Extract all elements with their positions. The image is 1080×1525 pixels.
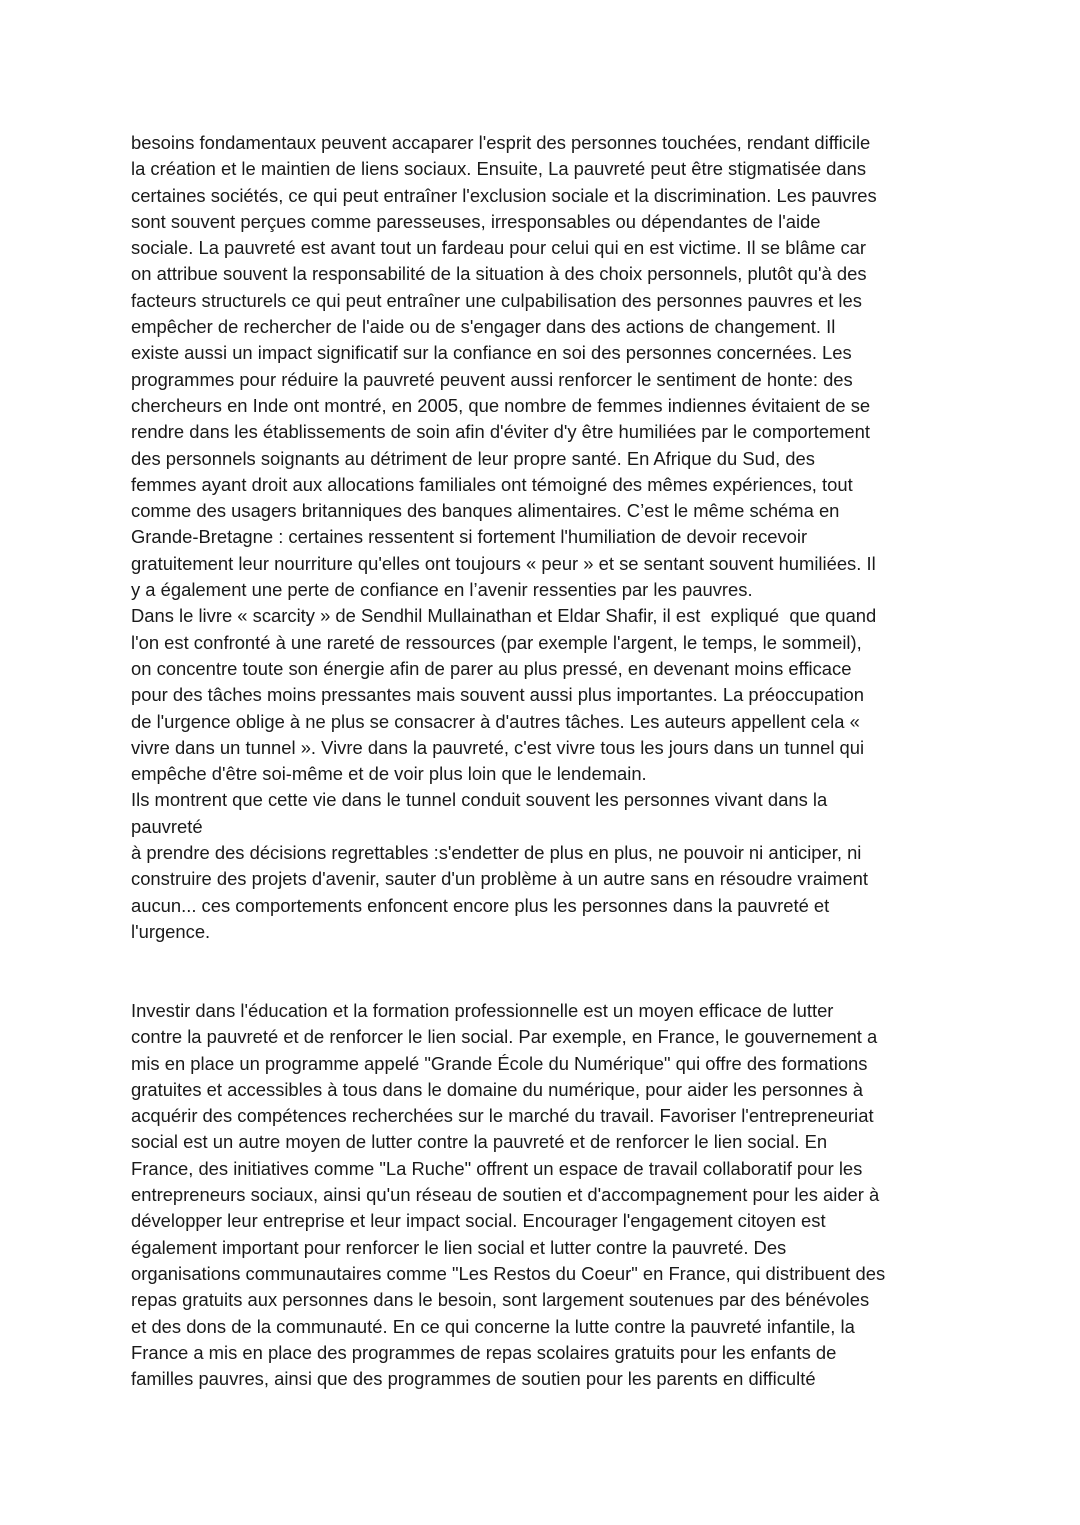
text-line: social est un autre moyen de lutter contre la pauvreté et de renforcer le lien social. En (131, 1131, 828, 1153)
text-line: entrepreneurs sociaux, ainsi qu'un réseau de soutien et d'accompagnement pour les aider à (131, 1184, 880, 1206)
text-line: pour des tâches moins pressantes mais souvent aussi plus importantes. La préoccupation (131, 684, 864, 706)
text-line: l'urgence. (131, 920, 211, 942)
text-line: femmes ayant droit aux allocations familiales ont témoigné des mêmes expériences, tout (131, 473, 853, 495)
text-line: existe aussi un impact significatif sur la confiance en soi des personnes concernées. Les (131, 342, 852, 364)
text-line: empêche d'être soi-même et de voir plus loin que le lendemain. (131, 763, 647, 785)
text-line: France, des initiatives comme "La Ruche" offrent un espace de travail collaboratif pour les (131, 1157, 863, 1179)
text-line: à prendre des décisions regrettables :s'endetter de plus en plus, ne pouvoir ni anticiper, ni (131, 842, 862, 864)
text-line: facteurs structurels ce qui peut entraîner une culpabilisation des personnes pauvres et les (131, 289, 862, 311)
text-line: empêcher de rechercher de l'aide ou de s'engager dans des actions de changement. Il (131, 316, 836, 338)
text-line: gratuitement leur nourriture qu'elles ont toujours « peur » et se sentant souvent humiliées. Il (131, 552, 876, 574)
text-line: programmes pour réduire la pauvreté peuvent aussi renforcer le sentiment de honte: des (131, 368, 853, 390)
text-line: on attribue souvent la responsabilité de la situation à des choix personnels, plutôt qu'à des (131, 263, 867, 285)
text-line: Ils montrent que cette vie dans le tunnel conduit souvent les personnes vivant dans la (131, 789, 828, 811)
text-line: la création et le maintien de liens sociaux. Ensuite, La pauvreté peut être stigmatisée dans (131, 158, 867, 180)
text-line: vivre dans un tunnel ». Vivre dans la pauvreté, c'est vivre tous les jours dans un tunnel qui (131, 736, 865, 758)
text-line: mis en place un programme appelé "Grande École du Numérique" qui offre des formations (131, 1052, 868, 1074)
text-line: sont souvent perçues comme paresseuses, irresponsables ou dépendantes de l'aide (131, 210, 821, 232)
text-line: sociale. La pauvreté est avant tout un fardeau pour celui qui en est victime. Il se blâme car (131, 237, 867, 259)
text-line: développer leur entreprise et leur impact social. Encourager l'engagement citoyen est (131, 1210, 826, 1232)
text-line: Investir dans l'éducation et la formation professionnelle est un moyen efficace de lutter (131, 1000, 834, 1021)
text-line: construire des projets d'avenir, sauter d'un problème à un autre sans en résoudre vraiment (131, 868, 868, 890)
text-line: aucun... ces comportements enfoncent encore plus les personnes dans la pauvreté et (131, 894, 830, 916)
text-line: contre la pauvreté et de renforcer le lien social. Par exemple, en France, le gouvernement a (131, 1026, 878, 1048)
text-line: chercheurs en Inde ont montré, en 2005, que nombre de femmes indiennes évitaient de se (131, 394, 871, 416)
text-line: comme des usagers britanniques des banques alimentaires. C’est le même schéma en (131, 500, 840, 522)
text-line: acquérir des compétences recherchées sur le marché du travail. Favoriser l'entrepreneuriat (131, 1105, 874, 1127)
text-line: des personnels soignants au détriment de leur propre santé. En Afrique du Sud, des (131, 447, 815, 469)
text-line: repas gratuits aux personnes dans le besoin, sont largement soutenues par des bénévoles (131, 1289, 870, 1311)
text-line: certaines sociétés, ce qui peut entraîner l'exclusion sociale et la discrimination. Les pauvres (131, 184, 877, 206)
text-line: gratuites et accessibles à tous dans le domaine du numérique, pour aider les personnes à (131, 1078, 863, 1100)
text-line: l'on est confronté à une rareté de ressources (par exemple l'argent, le temps, le sommeil), (131, 631, 862, 653)
text-section-2 (131, 998, 961, 1392)
text-line: familles pauvres, ainsi que des programmes de soutien pour les parents en difficulté (131, 1368, 816, 1390)
text-section-1 (131, 130, 961, 945)
text-line: France a mis en place des programmes de repas scolaires gratuits pour les enfants de (131, 1341, 837, 1363)
text-line: Grande-Bretagne : certaines ressentent si fortement l'humiliation de devoir recevoir (131, 526, 808, 548)
text-line: également important pour renforcer le lien social et lutter contre la pauvreté. Des (131, 1236, 787, 1258)
text-line: besoins fondamentaux peuvent accaparer l'esprit des personnes touchées, rendant difficile (131, 132, 871, 153)
text-line: organisations communautaires comme "Les Restos du Coeur" en France, qui distribuent des (131, 1262, 886, 1284)
text-line: on concentre toute son énergie afin de parer au plus pressé, en devenant moins efficace (131, 657, 852, 679)
text-line: et des dons de la communauté. En ce qui concerne la lutte contre la pauvreté infantile, la (131, 1315, 855, 1337)
text-line: de l'urgence oblige à ne plus se consacrer à d'autres tâches. Les auteurs appellent cela « (131, 710, 860, 732)
text-line: Dans le livre « scarcity » de Sendhil Mullainathan et Eldar Shafir, il est expliqué que quand (131, 605, 877, 627)
text-line: pauvreté (131, 815, 203, 837)
text-line: y a également une perte de confiance en l’avenir ressenties par les pauvres. (131, 579, 753, 601)
text-line: rendre dans les établissements de soin afin d'éviter d'y être humiliées par le comportement (131, 421, 870, 443)
